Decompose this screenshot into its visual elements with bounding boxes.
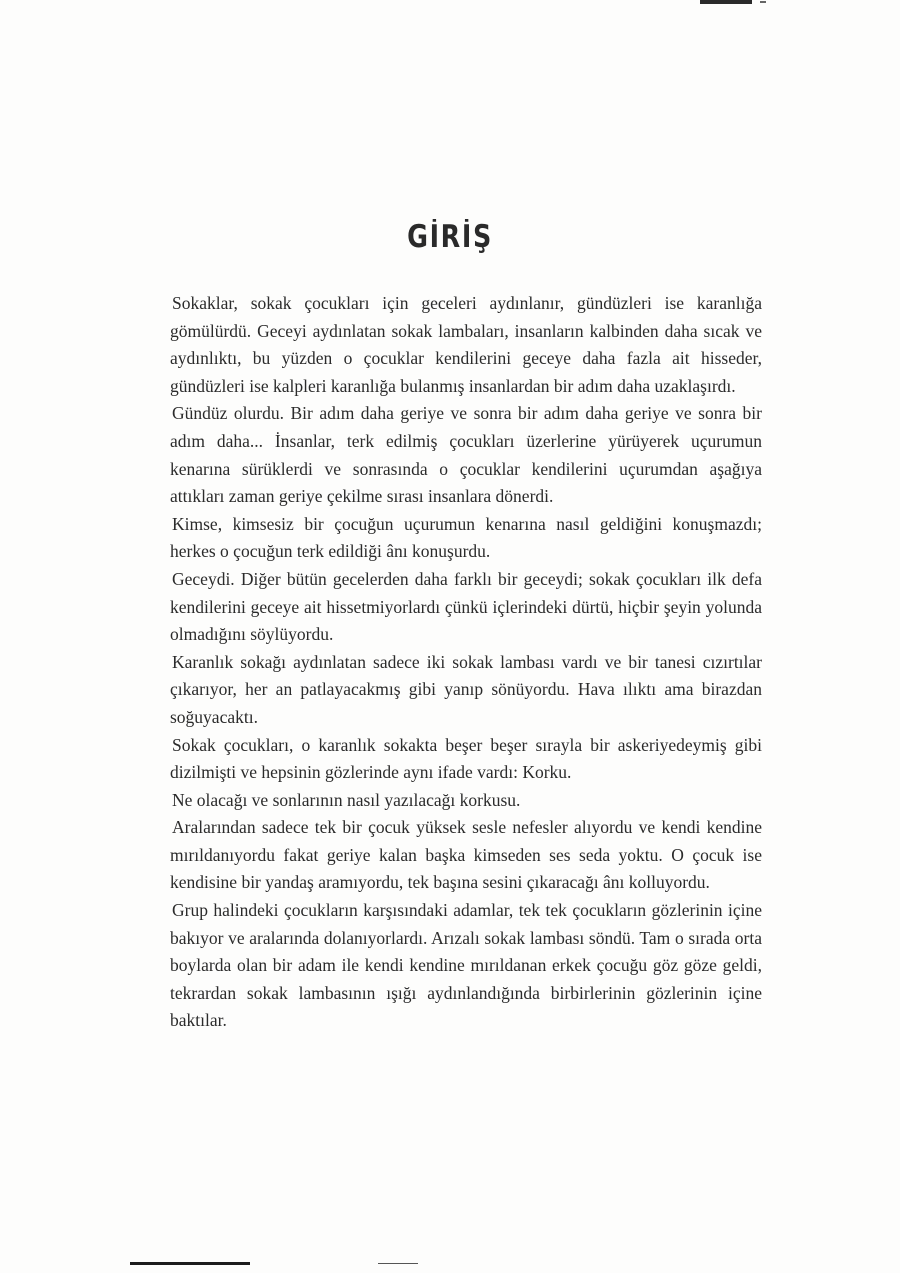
scan-edge-mark [700, 0, 752, 4]
scan-edge-dot [760, 1, 766, 3]
chapter-body [170, 290, 762, 1035]
paragraph: Sokak çocukları, o karanlık sokakta beşer beşer sırayla bir askeriyedeymiş gibi dizilmişti ve hepsinin gözlerinde aynı ifade vardı: Korku. [170, 734, 762, 783]
paragraph: Ne olacağı ve sonlarının nasıl yazılacağı korkusu. [172, 789, 521, 810]
paragraph: Aralarından sadece tek bir çocuk yüksek sesle nefesler alıyordu ve kendi kendine mırıldanıyordu fakat geriye kalan başka kimseden ses seda yoktu. O çocuk ise kendisine bir yandaş aramıyordu, tek başına sesini çıkaracağı ânı kolluyordu. [170, 817, 762, 893]
paragraph: Gündüz olurdu. Bir adım daha geriye ve sonra bir adım daha geriye ve sonra bir adım daha... İnsanlar, terk edilmiş çocukları üzerlerine yürüyerek uçurumun kenarına sürüklerdi ve sonrasında o çocuklar kendilerini uçurumdan aşağıya attıkları zaman geriye çekilme sırası insanlara dönerdi. [170, 403, 762, 507]
paragraph: Karanlık sokağı aydınlatan sadece iki sokak lambası vardı ve bir tanesi cızırtılar çıkarıyor, her an patlayacakmış gibi yanıp sönüyordu. Hava ılıktı ama birazdan soğuyacaktı. [170, 651, 762, 727]
scan-footer-dots [62, 1258, 106, 1264]
paragraph: Sokaklar, sokak çocukları için geceleri aydınlanır, gündüzleri ise karanlığa gömülürdü. Geceyi aydınlatan sokak lambaları, insanların kalbinden daha sıcak ve aydınlıktı, bu yüzden o çocuklar kendilerini geceye daha fazla ait hisseder, gündüzleri ise kalpleri karanlığa bulanmış insanlardan bir adım daha uzaklaşırdı. [170, 293, 762, 396]
paragraph: Grup halindeki çocukların karşısındaki adamlar, tek tek çocukların gözlerinin içine bakıyor ve aralarında dolanıyorlardı. Arızalı sokak lambası söndü. Tam o sırada orta boylarda olan bir adam ile kendi kendine mırıldanan erkek çocuğu göz göze geldi, tekrardan sokak lambasının ışığı aydınlandığında birbirlerinin gözlerinin içine baktılar. [170, 900, 762, 1031]
paragraph: Kimse, kimsesiz bir çocuğun uçurumun kenarına nasıl geldiğini konuşmazdı; herkes o çocuğun terk edildiği ânı konuşurdu. [170, 513, 762, 562]
chapter-title: GİRİŞ [407, 218, 493, 255]
scan-footer-rule [130, 1262, 250, 1265]
scan-footer-rule-short [378, 1263, 418, 1264]
paragraph: Geceydi. Diğer bütün gecelerden daha farklı bir geceydi; sokak çocukları ilk defa kendilerini geceye ait hissetmiyorlardı çünkü içlerindeki dürtü, hiçbir şeyin yolunda olmadığını söylüyordu. [170, 568, 762, 645]
